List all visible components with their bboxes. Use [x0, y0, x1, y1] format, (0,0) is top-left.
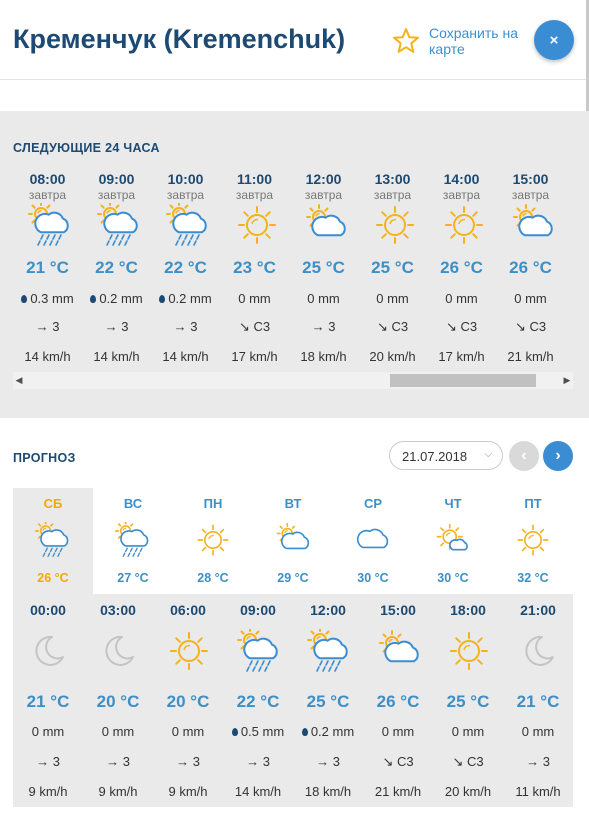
hour-day: завтра [235, 188, 274, 202]
hour-wind-speed: 14 km/h [162, 349, 209, 364]
period-temperature: 21 °C [26, 692, 70, 711]
period-temperature: 25 °C [446, 692, 490, 711]
raindrop-icon [232, 728, 238, 736]
scroll-thumb[interactable] [390, 374, 536, 387]
sun-cloud-rain-icon [28, 203, 72, 247]
prev-day-button[interactable] [509, 441, 539, 471]
hour-day: завтра [166, 188, 205, 202]
sun-cloud-icon [275, 522, 311, 558]
sun-cloud-rain-icon [115, 522, 151, 558]
period-wind-direction: ↘ С3 [452, 754, 484, 769]
hour-wind-speed: 17 km/h [231, 349, 278, 364]
sun-icon [373, 203, 417, 247]
period-temperature: 25 °C [306, 692, 350, 711]
chevron-down-icon: ⌵ [484, 449, 492, 460]
day-tab-1[interactable] [13, 488, 93, 594]
raindrop-icon [159, 295, 165, 303]
period-time: 00:00 [30, 602, 66, 618]
period-wind-direction: → 3 [526, 754, 550, 769]
sun-icon [515, 522, 551, 558]
precip-value: 0 mm [238, 291, 271, 306]
period-time: 21:00 [520, 602, 556, 618]
hour-precipitation [82, 291, 151, 306]
hour-wind-direction: ↘ С3 [238, 319, 271, 334]
hour-temperature: 25 °C [302, 258, 345, 277]
period-time: 09:00 [240, 602, 276, 618]
precip-value: 0 mm [376, 291, 409, 306]
precip-value: 0 mm [445, 291, 478, 306]
scroll-right-icon[interactable]: ▶ [563, 375, 571, 385]
hour-day: завтра [304, 188, 343, 202]
period-wind-direction: → 3 [176, 754, 200, 769]
next-day-button[interactable] [543, 441, 573, 471]
period-time: 03:00 [100, 602, 136, 618]
next-24-title: СЛЕДУЮЩИЕ 24 ЧАСА [13, 141, 160, 155]
period-precipitation [433, 724, 503, 739]
day-name: СБ [43, 496, 63, 511]
hour-wind-speed: 17 km/h [438, 349, 485, 364]
hour-precipitation [427, 291, 496, 306]
period-wind-speed: 14 km/h [234, 784, 282, 799]
forecast-title: ПРОГНОЗ [13, 451, 76, 465]
period-wind-speed: 18 km/h [304, 784, 352, 799]
hour-temperature: 26 °C [509, 258, 552, 277]
precip-value: 0 mm [381, 724, 415, 739]
day-temperature: 27 °C [117, 571, 149, 585]
hour-wind-speed: 14 km/h [24, 349, 71, 364]
hour-time: 10:00 [167, 171, 204, 187]
day-temperature: 32 °C [517, 571, 549, 585]
period-time: 15:00 [380, 602, 416, 618]
hour-time: 12:00 [305, 171, 342, 187]
hour-wind-speed: 18 km/h [300, 349, 347, 364]
period-wind-speed: 9 km/h [98, 784, 138, 799]
week-row [13, 488, 573, 594]
spacer [0, 81, 589, 111]
hour-precipitation [13, 291, 82, 306]
sun-icon [167, 629, 211, 673]
period-wind-speed: 11 km/h [515, 784, 561, 799]
cloud-icon [355, 522, 391, 558]
close-button[interactable]: × [534, 20, 574, 60]
period-time: 18:00 [450, 602, 486, 618]
day-name: ВТ [284, 496, 302, 511]
day-temperature: 30 °C [357, 571, 389, 585]
hour-day: завтра [373, 188, 412, 202]
sun-icon [447, 629, 491, 673]
moon-icon [517, 629, 561, 673]
precip-value: 0 mm [451, 724, 485, 739]
day-temperature: 26 °C [37, 571, 69, 585]
hour-wind-direction: ↘ С3 [376, 319, 409, 334]
raindrop-icon [90, 295, 96, 303]
hour-wind-speed: 20 km/h [369, 349, 416, 364]
period-time: 12:00 [310, 602, 346, 618]
star-icon[interactable] [392, 27, 420, 55]
chevron-left-icon: ‹ [521, 447, 527, 464]
header [0, 0, 589, 80]
hour-time: 08:00 [29, 171, 66, 187]
page-title: Кременчук (Kremenchuk) [13, 24, 346, 54]
period-temperature: 20 °C [166, 692, 210, 711]
sun-cloud-icon [304, 203, 348, 247]
hour-temperature: 22 °C [164, 258, 207, 277]
day-tab-5[interactable] [333, 488, 413, 594]
precip-value: 0.3 mm [30, 291, 74, 306]
sun-small-cloud-icon [435, 522, 471, 558]
sun-icon [235, 203, 279, 247]
sun-icon [195, 522, 231, 558]
day-name: ПТ [524, 496, 542, 511]
hour-precipitation [358, 291, 427, 306]
hour-wind-speed: 21 km/h [507, 349, 554, 364]
period-wind-direction: → 3 [36, 754, 60, 769]
precip-value: 0.2 mm [310, 724, 355, 739]
period-temperature: 26 °C [376, 692, 420, 711]
day-name: ЧТ [444, 496, 462, 511]
hour-day: завтра [28, 188, 67, 202]
day-temperature: 28 °C [197, 571, 229, 585]
hour-precipitation [289, 291, 358, 306]
precip-value: 0 mm [31, 724, 65, 739]
hour-wind-direction: ↘ С3 [514, 319, 547, 334]
hour-precipitation [151, 291, 220, 306]
period-temperature: 22 °C [236, 692, 280, 711]
period-wind-direction: → 3 [246, 754, 270, 769]
sun-cloud-rain-icon [97, 203, 141, 247]
hour-precipitation [496, 291, 565, 306]
date-value: 21.07.2018 [402, 449, 468, 464]
period-wind-direction: → 3 [106, 754, 130, 769]
hour-time: 14:00 [443, 171, 480, 187]
date-select[interactable] [389, 441, 503, 470]
hour-day: завтра [511, 188, 550, 202]
sun-cloud-rain-icon [237, 629, 281, 673]
hour-temperature: 23 °C [233, 258, 276, 277]
day-temperature: 29 °C [277, 571, 309, 585]
day-periods-panel [13, 594, 573, 807]
hour-temperature: 26 °C [440, 258, 483, 277]
period-wind-speed: 20 km/h [444, 784, 492, 799]
period-precipitation [293, 724, 363, 739]
hour-temperature: 21 °C [26, 258, 69, 277]
period-precipitation [363, 724, 433, 739]
period-precipitation [83, 724, 153, 739]
moon-icon [97, 629, 141, 673]
save-to-map-link[interactable]: Сохранить на карте [429, 25, 518, 57]
moon-icon [27, 629, 71, 673]
period-wind-speed: 9 km/h [28, 784, 68, 799]
raindrop-icon [21, 295, 27, 303]
day-name: ПН [203, 496, 223, 511]
hour-day: завтра [97, 188, 136, 202]
precip-value: 0 mm [171, 724, 205, 739]
day-name: СР [363, 496, 383, 511]
period-wind-direction: ↘ С3 [382, 754, 414, 769]
hour-wind-direction: → 3 [173, 319, 198, 334]
hour-temperature: 25 °C [371, 258, 414, 277]
period-wind-speed: 21 km/h [374, 784, 422, 799]
day-tab-6[interactable] [413, 488, 493, 594]
day-name: ВС [123, 496, 143, 511]
day-tab-3[interactable] [173, 488, 253, 594]
day-tab-4[interactable] [253, 488, 333, 594]
period-precipitation [153, 724, 223, 739]
day-tab-7[interactable] [493, 488, 573, 594]
sun-cloud-rain-icon [307, 629, 351, 673]
sun-cloud-rain-icon [166, 203, 210, 247]
precip-value: 0.2 mm [168, 291, 212, 306]
period-precipitation [13, 724, 83, 739]
raindrop-icon [302, 728, 308, 736]
sun-cloud-icon [377, 629, 421, 673]
hour-temperature: 22 °C [95, 258, 138, 277]
precip-value: 0 mm [307, 291, 340, 306]
hour-time: 13:00 [374, 171, 411, 187]
day-tab-2[interactable] [93, 488, 173, 594]
sun-cloud-rain-icon [35, 522, 71, 558]
precip-value: 0.2 mm [99, 291, 143, 306]
period-temperature: 20 °C [96, 692, 140, 711]
period-temperature: 21 °C [516, 692, 560, 711]
period-precipitation [503, 724, 573, 739]
hour-time: 15:00 [512, 171, 549, 187]
hour-precipitation [220, 291, 289, 306]
hour-wind-direction: → 3 [104, 319, 129, 334]
sun-icon [442, 203, 486, 247]
hour-wind-direction: → 3 [35, 319, 60, 334]
horizontal-scrollbar[interactable] [13, 372, 573, 389]
precip-value: 0 mm [521, 724, 555, 739]
period-time: 06:00 [170, 602, 206, 618]
period-precipitation [223, 724, 293, 739]
hour-day: завтра [442, 188, 481, 202]
next-24-hours-section [0, 111, 589, 418]
hour-time: 09:00 [98, 171, 135, 187]
precip-value: 0 mm [101, 724, 135, 739]
scroll-left-icon[interactable]: ◀ [15, 375, 23, 385]
hour-time: 11:00 [236, 171, 273, 187]
day-temperature: 30 °C [437, 571, 469, 585]
chevron-right-icon: › [555, 447, 561, 464]
sun-cloud-icon [511, 203, 555, 247]
period-wind-speed: 9 km/h [168, 784, 208, 799]
precip-value: 0.5 mm [240, 724, 285, 739]
period-wind-direction: → 3 [316, 754, 340, 769]
hour-wind-direction: ↘ С3 [445, 319, 478, 334]
hour-wind-direction: → 3 [311, 319, 336, 334]
hour-wind-speed: 14 km/h [93, 349, 140, 364]
precip-value: 0 mm [514, 291, 547, 306]
